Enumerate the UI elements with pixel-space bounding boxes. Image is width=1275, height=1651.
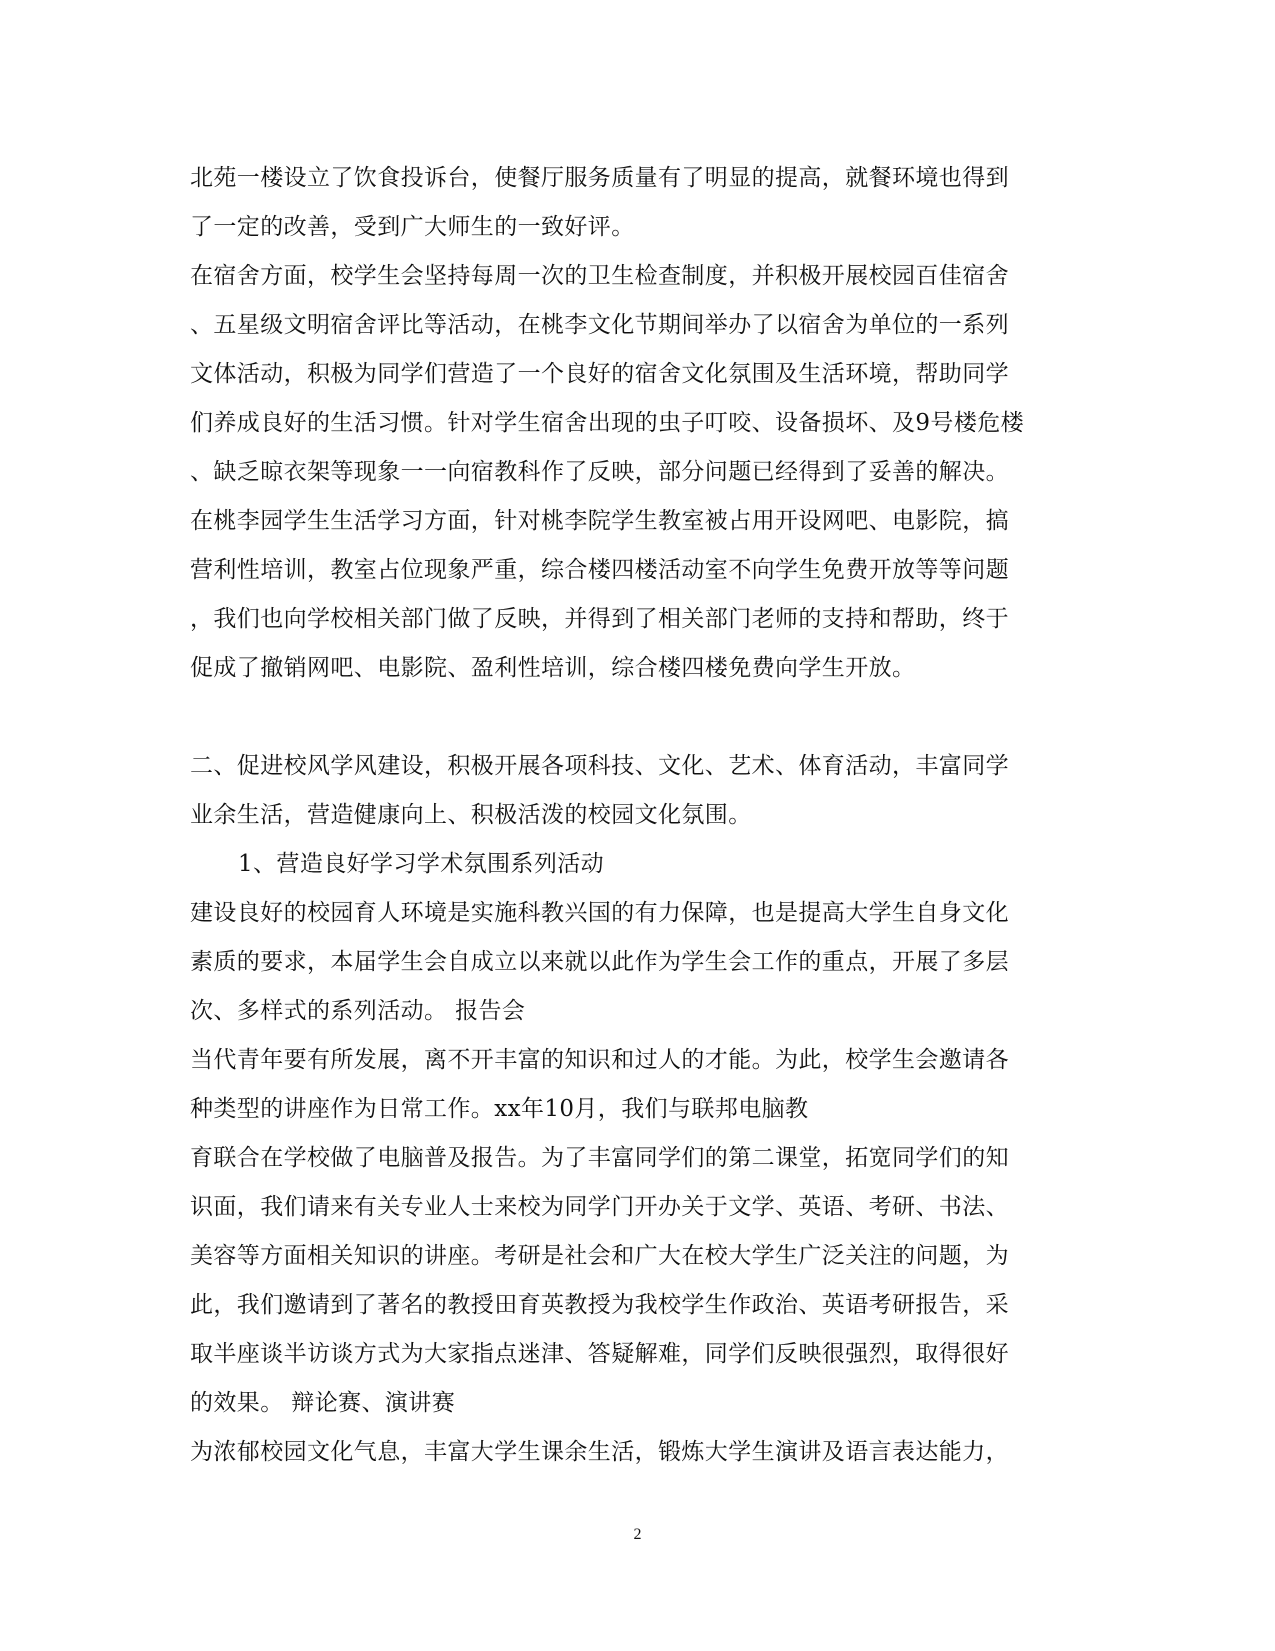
section-heading: 二、促进校风学风建设，积极开展各项科技、文化、艺术、体育活动，丰富同学 [190, 753, 1009, 779]
text-line: 、缺乏晾衣架等现象一一向宿教科作了反映，部分问题已经得到了妥善的解决。 [190, 459, 1009, 485]
text-line: 营利性培训，教室占位现象严重，综合楼四楼活动室不向学生免费开放等等问题 [190, 557, 1009, 583]
text-line: 业余生活，营造健康向上、积极活泼的校园文化氛围。 [190, 802, 752, 828]
text-line: 取半座谈半访谈方式为大家指点迷津、答疑解难，同学们反映很强烈，取得很好 [190, 1341, 1009, 1367]
text-line: 种类型的讲座作为日常工作。xx年10月，我们与联邦电脑教 [190, 1096, 809, 1122]
text-line: 的效果。 辩论赛、演讲赛 [190, 1390, 456, 1416]
subsection-heading: 1、营造良好学习学术氛围系列活动 [238, 851, 605, 877]
text-line: 次、多样式的系列活动。 报告会 [190, 998, 526, 1024]
text-line: 美容等方面相关知识的讲座。考研是社会和广大在校大学生广泛关注的问题，为 [190, 1243, 1009, 1269]
text-line: 促成了撤销网吧、电影院、盈利性培训，综合楼四楼免费向学生开放。 [190, 655, 916, 681]
text-line: ，我们也向学校相关部门做了反映，并得到了相关部门老师的支持和帮助，终于 [190, 606, 1009, 632]
text-line: 北苑一楼设立了饮食投诉台，使餐厅服务质量有了明显的提高，就餐环境也得到 [190, 165, 1009, 191]
page-number: 2 [633, 1526, 642, 1543]
text-line: 素质的要求，本届学生会自成立以来就以此作为学生会工作的重点，开展了多层 [190, 949, 1009, 975]
text-line: 识面，我们请来有关专业人士来校为同学门开办关于文学、英语、考研、书法、 [190, 1194, 1009, 1220]
body-text [190, 154, 1090, 1477]
text-line: 们养成良好的生活习惯。针对学生宿舍出现的虫子叮咬、设备损坏、及9号楼危楼 [190, 410, 1025, 436]
text-line: 文体活动，积极为同学们营造了一个良好的宿舍文化氛围及生活环境，帮助同学 [190, 361, 1009, 387]
blank-line [190, 693, 1090, 742]
text-line: 此，我们邀请到了著名的教授田育英教授为我校学生作政治、英语考研报告，采 [190, 1292, 1009, 1318]
text-line: 在桃李园学生生活学习方面，针对桃李院学生教室被占用开设网吧、电影院，搞 [190, 508, 1009, 534]
text-line: 为浓郁校园文化气息，丰富大学生课余生活，锻炼大学生演讲及语言表达能力， [190, 1439, 1009, 1465]
text-line: 了一定的改善，受到广大师生的一致好评。 [190, 214, 635, 240]
text-line: 当代青年要有所发展，离不开丰富的知识和过人的才能。为此，校学生会邀请各 [190, 1047, 1009, 1073]
text-line: 育联合在学校做了电脑普及报告。为了丰富同学们的第二课堂，拓宽同学们的知 [190, 1145, 1009, 1171]
text-line: 建设良好的校园育人环境是实施科教兴国的有力保障，也是提高大学生自身文化 [190, 900, 1009, 926]
text-line: 在宿舍方面，校学生会坚持每周一次的卫生检查制度，并积极开展校园百佳宿舍 [190, 263, 1009, 289]
text-line: 、五星级文明宿舍评比等活动，在桃李文化节期间举办了以宿舍为单位的一系列 [190, 312, 1009, 338]
